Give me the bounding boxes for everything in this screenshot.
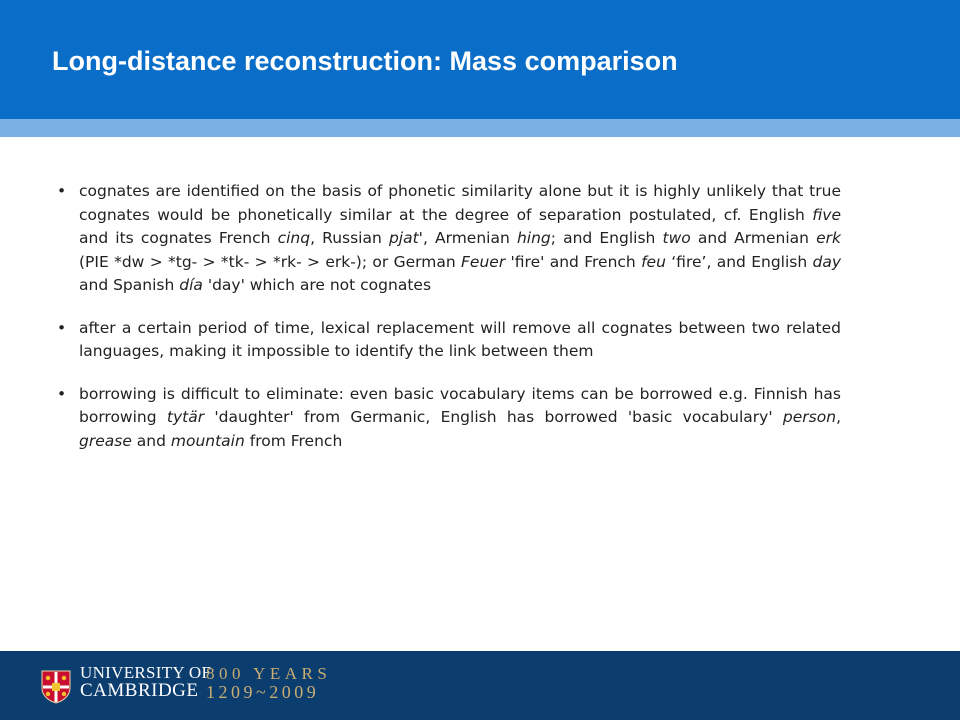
wordmark-line-2: CAMBRIDGE xyxy=(80,680,199,701)
bullet-text: from French xyxy=(244,431,343,450)
italic-term: erk xyxy=(816,229,842,247)
bullet-marker: • xyxy=(57,318,67,337)
bullet-text: cognates are identified on the basis of phonetic similarity alone but it is highly unlikely that true cognates would be phonetically similar at the degree of separation postulated, cf. English xyxy=(79,182,841,224)
university-wordmark xyxy=(80,664,211,700)
italic-term: two xyxy=(662,229,691,247)
bullet-text: and Armenian xyxy=(690,229,817,247)
italic-term: Feuer xyxy=(461,252,506,271)
slide-body xyxy=(57,180,841,472)
header-accent-stripe xyxy=(0,119,960,137)
anniversary-wordmark xyxy=(206,664,331,702)
bullet-text: ‘fire’, and English xyxy=(665,252,813,271)
italic-term: mountain xyxy=(170,431,245,450)
anniversary-line-1: 800 YEARS xyxy=(206,664,332,683)
bullet-item xyxy=(57,383,841,454)
italic-term: cinq xyxy=(277,229,311,247)
italic-term: hing xyxy=(516,229,551,247)
bullet-text: 'fire' and French xyxy=(505,252,642,271)
anniversary-line-2: 1209~2009 xyxy=(206,682,320,702)
italic-term: feu xyxy=(641,252,666,271)
bullet-text: 'day' which are not cognates xyxy=(202,276,432,294)
bullet-marker: • xyxy=(57,384,67,403)
italic-term: five xyxy=(812,205,841,224)
italic-term: día xyxy=(179,276,203,294)
wordmark-line-1: UNIVERSITY OF xyxy=(80,663,212,682)
bullet-text: and its cognates French xyxy=(79,229,278,247)
bullet-text: borrowing is difficult to eliminate: even basic vocabulary items can be borrowed e.g. Finnish has borrowing xyxy=(79,384,841,426)
italic-term: person xyxy=(782,408,837,426)
bullet-list xyxy=(57,180,841,453)
italic-term: pjat' xyxy=(388,229,423,247)
bullet-text: and Spanish xyxy=(79,276,180,294)
bullet-marker: • xyxy=(57,182,67,200)
slide-title: Long-distance reconstruction: Mass comparison xyxy=(52,46,678,76)
bullet-item xyxy=(57,317,841,364)
university-crest-icon xyxy=(41,670,71,704)
bullet-text: , Armenian xyxy=(422,229,517,247)
italic-term: day xyxy=(812,252,842,271)
italic-term: grease xyxy=(79,431,132,450)
bullet-text: , xyxy=(836,408,841,426)
bullet-text: 'daughter' from Germanic, English has borrowed 'basic vocabulary' xyxy=(204,408,783,426)
bullet-text: , Russian xyxy=(310,229,389,247)
italic-term: tytär xyxy=(166,408,205,426)
bullet-item xyxy=(57,180,841,298)
bullet-text: (PIE *dw > *tg- > *tk- > *rk- > erk-); or German xyxy=(79,252,462,271)
bullet-text: and xyxy=(131,431,171,450)
bullet-text: ; and English xyxy=(550,229,663,247)
bullet-text: after a certain period of time, lexical replacement will remove all cognates between two related languages, making it impossible to identify the link between them xyxy=(79,318,841,360)
